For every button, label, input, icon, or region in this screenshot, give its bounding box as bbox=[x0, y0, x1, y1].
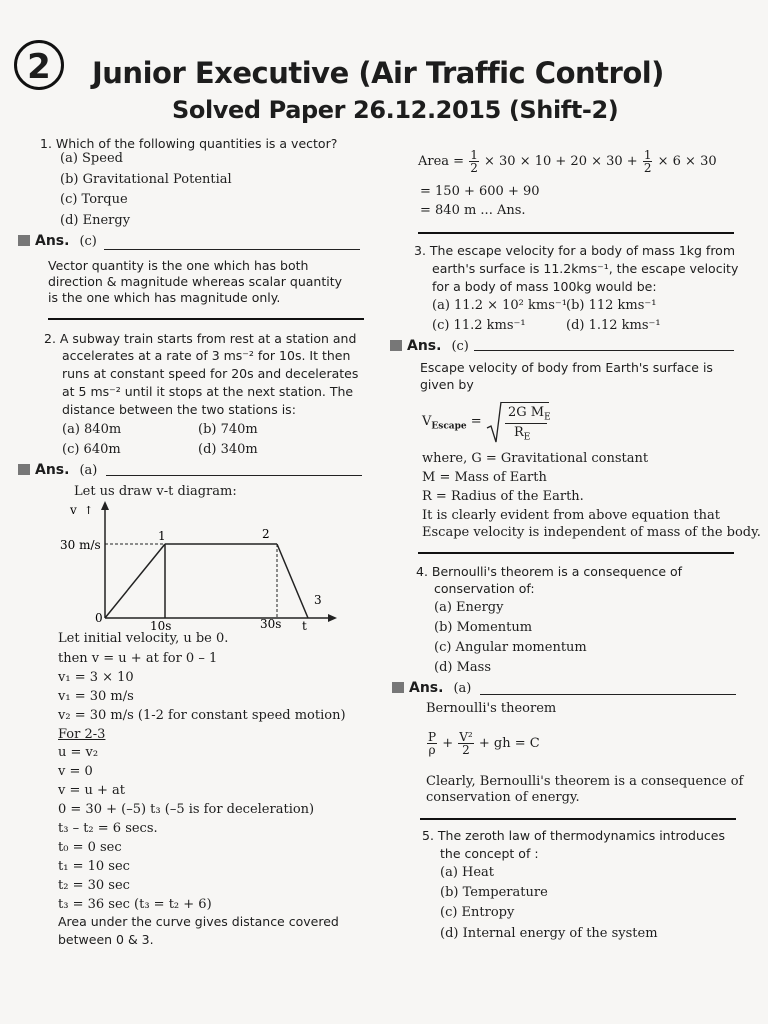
y-axis-arrow-icon: ↑ bbox=[84, 504, 94, 517]
q3-where-4: It is clearly evident from above equation that bbox=[422, 508, 720, 523]
q3-question-1: 3. The escape velocity for a body of mass 1kg from bbox=[414, 243, 736, 258]
q1-option-c: (c) Torque bbox=[60, 192, 128, 207]
divider bbox=[474, 350, 734, 351]
q3-where-5: Escape velocity is independent of mass of the body. bbox=[422, 525, 761, 540]
answer-marker-icon bbox=[392, 682, 404, 693]
q5-option-b: (b) Temperature bbox=[440, 885, 548, 900]
square-root-icon bbox=[486, 400, 502, 444]
q2-intro: Let us draw v-t diagram: bbox=[74, 484, 237, 499]
root-bar bbox=[501, 402, 549, 403]
q2-solution-line: t₃ = 36 sec (t₃ = t₂ + 6) bbox=[58, 897, 212, 912]
q5-question-2: the concept of : bbox=[440, 846, 539, 861]
q2-question-2: accelerates at a rate of 3 ms⁻² for 10s. It then bbox=[62, 348, 351, 363]
q4-option-c: (c) Angular momentum bbox=[434, 640, 587, 655]
q1-question: 1. Which of the following quantities is a vector? bbox=[40, 136, 338, 151]
vt-diagram bbox=[40, 498, 340, 634]
q2-solution-line: u = v₂ bbox=[58, 745, 99, 760]
x-axis-label: t bbox=[302, 619, 307, 633]
section-divider bbox=[418, 552, 734, 554]
fraction-bar bbox=[505, 423, 547, 424]
q4-heading: Bernoulli's theorem bbox=[426, 701, 557, 716]
area-equation: Area = $\frac{1}{2}$ × 30 × 10 + 20 × 30 + $\frac{1}{2}$ × 6 × 30 bbox=[418, 148, 717, 175]
point-label-1: 1 bbox=[158, 529, 166, 543]
page-title: Junior Executive (Air Traffic Control) bbox=[92, 56, 664, 90]
section-divider bbox=[418, 232, 734, 234]
q1-explanation-1: Vector quantity is the one which has both bbox=[48, 258, 309, 273]
answer-marker-icon bbox=[18, 235, 30, 246]
y-axis-label: v bbox=[70, 503, 77, 517]
q3-option-d: (d) 1.12 kms⁻¹ bbox=[566, 318, 661, 333]
origin-label: 0 bbox=[95, 611, 103, 625]
q1-explanation-3: is the one which has magnitude only. bbox=[48, 290, 281, 305]
area-result-2: = 840 m ... Ans. bbox=[420, 203, 526, 218]
q2-solution-line: t₃ – t₂ = 6 secs. bbox=[58, 821, 158, 836]
q1-option-d: (d) Energy bbox=[60, 213, 131, 228]
q3-answer: Ans. (c) bbox=[390, 338, 469, 354]
page-header bbox=[0, 0, 768, 135]
q4-answer: Ans. (a) bbox=[392, 680, 471, 696]
q4-option-d: (d) Mass bbox=[434, 660, 492, 675]
q4-question-2: conservation of: bbox=[434, 581, 535, 596]
paper-number-badge: 2 bbox=[14, 40, 64, 90]
q2-solution-line: v₂ = 30 m/s (1-2 for constant speed motion) bbox=[58, 708, 346, 723]
q2-solution-line: Area under the curve gives distance covered bbox=[58, 914, 339, 929]
q4-option-b: (b) Momentum bbox=[434, 620, 533, 635]
q2-solution-line: t₀ = 0 sec bbox=[58, 840, 122, 855]
q2-solution-line: For 2-3 bbox=[58, 727, 106, 742]
q4-option-a: (a) Energy bbox=[434, 600, 504, 615]
answer-marker-icon bbox=[18, 464, 30, 475]
q3-option-b: (b) 112 kms⁻¹ bbox=[566, 298, 657, 313]
bernoulli-equation: $\frac{P}{\rho}$ + $\frac{\text{V²}}{2}$ + gh = C bbox=[428, 730, 540, 757]
escape-formula-denominator: $R_E$ bbox=[514, 425, 531, 443]
q2-solution-line: 0 = 30 + (–5) t₃ (–5 is for deceleration) bbox=[58, 802, 315, 817]
q2-question-1: 2. A subway train starts from rest at a station and bbox=[44, 331, 357, 346]
q1-explanation-2: direction & magnitude whereas scalar quantity bbox=[48, 274, 343, 289]
q5-option-c: (c) Entropy bbox=[440, 905, 515, 920]
q2-option-c: (c) 640m bbox=[62, 442, 121, 457]
q2-solution-line: v = u + at bbox=[58, 783, 126, 798]
q1-option-b: (b) Gravitational Potential bbox=[60, 172, 232, 187]
area-result-1: = 150 + 600 + 90 bbox=[420, 184, 540, 199]
section-divider bbox=[48, 318, 364, 320]
q3-where-2: M = Mass of Earth bbox=[422, 470, 547, 485]
q3-explanation-1: Escape velocity of body from Earth's surface is bbox=[420, 360, 713, 375]
q3-explanation-2: given by bbox=[420, 377, 474, 392]
q2-question-3: runs at constant speed for 20s and decelerates bbox=[62, 366, 359, 381]
divider bbox=[480, 694, 736, 695]
answer-marker-icon bbox=[390, 340, 402, 351]
q2-solution-line: t₂ = 30 sec bbox=[58, 878, 130, 893]
q2-option-d: (d) 340m bbox=[198, 442, 258, 457]
half-fraction: $\frac{1}{2}$ bbox=[643, 148, 652, 175]
q2-solution-line: between 0 & 3. bbox=[58, 932, 154, 947]
point-label-2: 2 bbox=[262, 527, 270, 541]
q5-question-1: 5. The zeroth law of thermodynamics introduces bbox=[422, 828, 725, 843]
x-tick-label-1: 10s bbox=[150, 619, 172, 633]
q2-solution-line: v = 0 bbox=[58, 764, 93, 779]
q3-option-c: (c) 11.2 kms⁻¹ bbox=[432, 318, 526, 333]
page-subtitle: Solved Paper 26.12.2015 (Shift-2) bbox=[172, 96, 619, 124]
q2-solution-line: then v = u + at for 0 – 1 bbox=[58, 651, 218, 666]
q2-solution-line: Let initial velocity, u be 0. bbox=[58, 631, 229, 646]
y-tick-label: 30 m/s bbox=[60, 538, 101, 552]
q1-option-a: (a) Speed bbox=[60, 151, 123, 166]
q5-option-d: (d) Internal energy of the system bbox=[440, 926, 658, 941]
x-tick-label-2: 30s bbox=[260, 617, 282, 631]
divider bbox=[104, 249, 360, 250]
section-divider bbox=[420, 818, 736, 820]
q3-where-3: R = Radius of the Earth. bbox=[422, 489, 584, 504]
divider bbox=[106, 475, 362, 476]
escape-formula-numerator: 2G $M_E$ bbox=[508, 405, 551, 423]
q2-solution-line: t₁ = 10 sec bbox=[58, 859, 130, 874]
q2-option-a: (a) 840m bbox=[62, 422, 122, 437]
q3-question-2: earth's surface is 11.2kms⁻¹, the escape velocity bbox=[432, 261, 739, 276]
q4-question-1: 4. Bernoulli's theorem is a consequence of bbox=[416, 564, 683, 579]
q3-option-a: (a) 11.2 × 10² kms⁻¹ bbox=[432, 298, 567, 313]
q5-option-a: (a) Heat bbox=[440, 865, 495, 880]
q2-answer: Ans. (a) bbox=[18, 462, 97, 478]
q3-where-1: where, G = Gravitational constant bbox=[422, 451, 649, 466]
q2-option-b: (b) 740m bbox=[198, 422, 258, 437]
q4-explanation-2: conservation of energy. bbox=[426, 790, 580, 805]
q1-answer: Ans. (c) bbox=[18, 233, 97, 249]
q2-question-4: at 5 ms⁻² until it stops at the next station. The bbox=[62, 384, 354, 399]
q4-explanation-1: Clearly, Bernoulli's theorem is a consequence of bbox=[426, 774, 744, 789]
q2-solution-line: v₁ = 30 m/s bbox=[58, 689, 134, 704]
q2-solution-line: v₁ = 3 × 10 bbox=[58, 670, 134, 685]
q2-question-5: distance between the two stations is: bbox=[62, 402, 296, 417]
half-fraction: $\frac{1}{2}$ bbox=[470, 148, 478, 175]
point-label-3: 3 bbox=[314, 593, 322, 607]
escape-formula-lhs: $V_{Escape}$ = bbox=[422, 414, 482, 432]
q3-question-3: for a body of mass 100kg would be: bbox=[432, 279, 657, 294]
